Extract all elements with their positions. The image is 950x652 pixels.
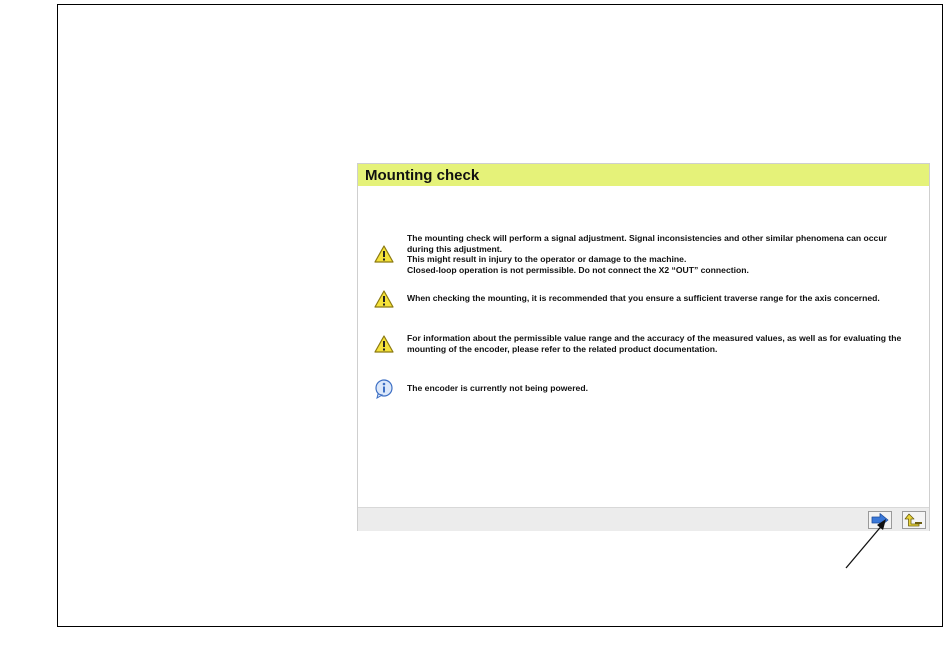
message-text [407, 233, 922, 275]
warning-icon [374, 245, 394, 263]
message-line: Closed-loop operation is not permissible. Do not connect the X2 “OUT” connection. [407, 264, 749, 275]
message-line: during this adjustment. [407, 243, 503, 254]
message-line: mounting of the encoder, please refer to the related product documentation. [407, 343, 718, 354]
warning-icon [374, 335, 394, 353]
return-icon [904, 513, 924, 527]
warning-icon [374, 290, 394, 308]
dialog-title: Mounting check [365, 167, 480, 184]
info-icon [374, 379, 394, 399]
title-bar [358, 164, 929, 186]
message-line: The mounting check will perform a signal adjustment. Signal inconsistencies and other similar phenomena can occur [407, 233, 887, 243]
back-button[interactable] [902, 511, 926, 529]
message-text [407, 293, 922, 304]
message-line: When checking the mounting, it is recommended that you ensure a sufficient traverse range for the axis concerned. [407, 293, 880, 303]
message-line: The encoder is currently not being powered. [407, 383, 588, 393]
message-text [407, 333, 922, 354]
message-line: This might result in injury to the operator or damage to the machine. [407, 254, 687, 265]
mounting-check-dialog [357, 163, 930, 531]
message-text [407, 383, 922, 394]
pointer-arrow [840, 505, 900, 575]
message-line: For information about the permissible value range and the accuracy of the measured values, as well as for evaluating the [407, 333, 902, 343]
